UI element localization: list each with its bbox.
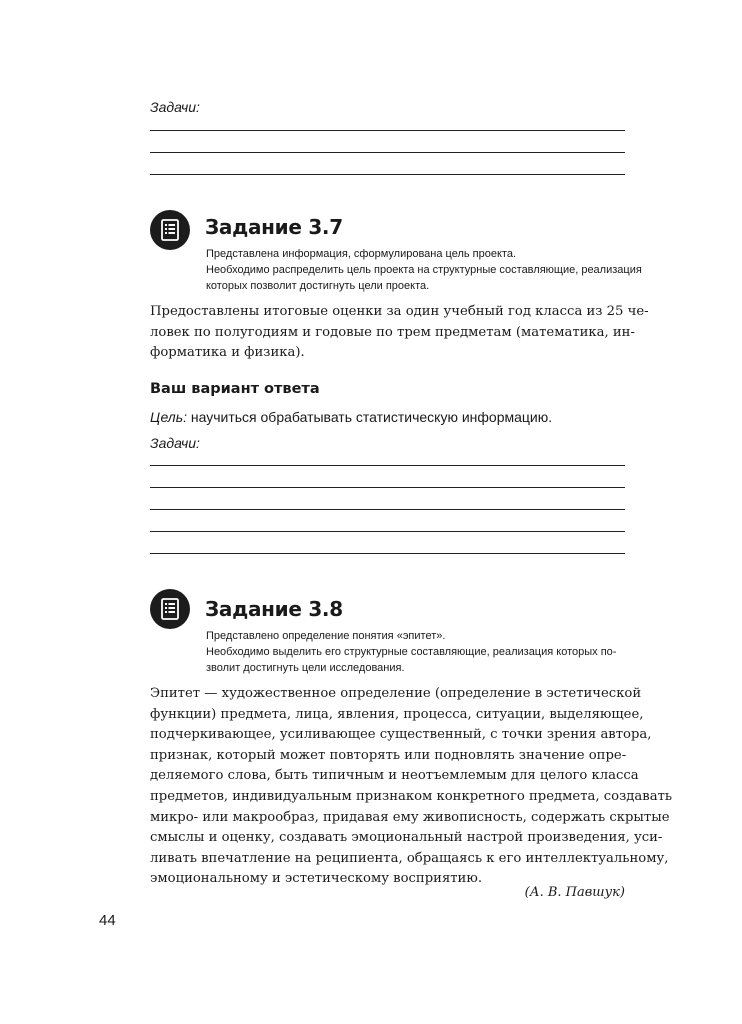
goal-line: [150, 409, 552, 425]
goal-text: научиться обрабатывать статистическую информацию.: [190, 409, 553, 425]
task-body-text: [150, 302, 649, 364]
answer-line[interactable]: [150, 174, 625, 175]
body-line: Эпитет — художественное определение (определение в эстетической: [150, 686, 642, 701]
page-number: 44: [99, 912, 116, 929]
task-title: Задание 3.7: [205, 215, 343, 239]
task-description: [206, 246, 642, 294]
body-line: ловек по полугодиям и годовые по трем предметам (математика, ин-: [150, 324, 635, 340]
document-list-icon: [150, 210, 190, 250]
document-list-icon: [150, 589, 190, 629]
body-line: предметов, индивидуальным признаком конкретного предмета, создавать: [150, 788, 673, 804]
task-description-line: Представлена информация, сформулирована цель проекта.: [206, 248, 517, 260]
body-line: форматика и физика).: [150, 345, 305, 361]
task-description-line: Представлено определение понятия «эпитет».: [206, 630, 446, 642]
tasks-label-top: Задачи:: [150, 99, 200, 115]
body-line: ливать впечатление на реципиента, обращаясь к его интеллектуальному,: [150, 850, 669, 866]
answer-line[interactable]: [150, 509, 625, 510]
task-title: Задание 3.8: [205, 597, 343, 621]
task-description-line: зволит достигнуть цели исследования.: [206, 662, 405, 674]
epithet-definition-text: [150, 684, 673, 890]
body-line: деляемого слова, быть типичным и неотъемлемым для целого класса: [150, 768, 639, 784]
body-line: Предоставлены итоговые оценки за один учебный год класса из 25 че-: [150, 304, 649, 319]
goal-label: Цель:: [150, 409, 187, 425]
task-description-line: Необходимо распределить цель проекта на структурные составляющие, реализация: [206, 264, 642, 276]
answer-heading: Ваш вариант ответа: [150, 381, 320, 397]
body-line: эмоциональному и эстетическому восприятию.: [150, 871, 483, 887]
answer-line[interactable]: [150, 553, 625, 554]
answer-line[interactable]: [150, 487, 625, 488]
answer-line[interactable]: [150, 465, 625, 466]
attribution: (А. В. Павшук): [524, 885, 625, 900]
answer-line[interactable]: [150, 152, 625, 153]
body-line: подчеркивающее, усиливающее существенный, с точки зрения автора,: [150, 727, 652, 743]
answer-line[interactable]: [150, 130, 625, 131]
task-description-line: которых позволит достигнуть цели проекта.: [206, 280, 430, 292]
task-description: [206, 628, 626, 676]
answer-line[interactable]: [150, 531, 625, 532]
body-line: признак, который может повторять или подновлять значение опре-: [150, 747, 627, 763]
body-line: функции) предмета, лица, явления, процесса, ситуации, выделяющее,: [150, 706, 644, 722]
task-description-line: Необходимо выделить его структурные составляющие, реализация которых по-: [206, 646, 617, 658]
body-line: микро- или макрообраз, придавая ему живописность, содержать скрытые: [150, 809, 670, 825]
tasks-label: Задачи:: [150, 435, 200, 451]
body-line: смыслы и оценку, создавать эмоциональный настрой произведения, уси-: [150, 830, 663, 846]
